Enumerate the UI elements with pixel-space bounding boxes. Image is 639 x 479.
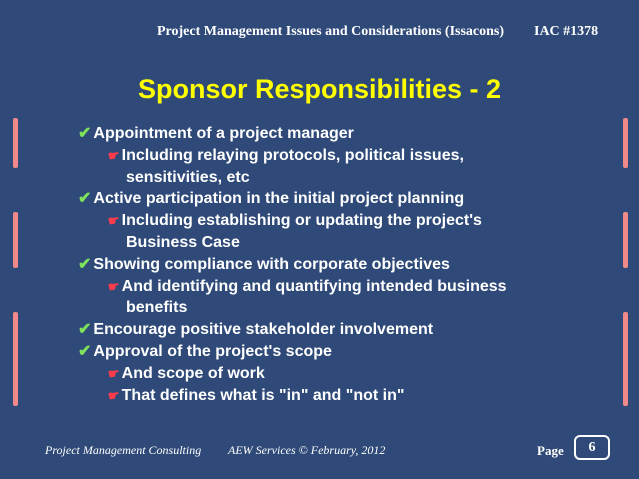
left-decor-bar-mid	[13, 212, 18, 268]
left-decor-bar-top	[13, 118, 18, 168]
bullet-text: That defines what is "in" and "not in"	[121, 386, 405, 404]
footer-company: Project Management Consulting	[45, 443, 202, 457]
pointing-hand-icon: ☛	[106, 386, 121, 404]
check-icon: ✔	[78, 255, 92, 273]
right-decor-bar-top	[623, 118, 628, 168]
page-number: 6	[574, 435, 610, 460]
pointing-hand-icon: ☛	[106, 147, 121, 164]
bullet-item	[78, 188, 578, 210]
bullet-item	[78, 341, 578, 363]
bullet-continuation: Business Case	[126, 233, 240, 251]
bullet-item	[78, 254, 578, 276]
right-decor-bar-bottom	[623, 312, 628, 406]
bullet-continuation: sensitivities, etc	[126, 168, 250, 186]
slide-title: Sponsor Responsibilities - 2	[137, 74, 502, 104]
pointing-hand-icon: ☛	[106, 212, 121, 229]
bullet-text: Showing compliance with corporate objectives	[93, 255, 450, 273]
check-icon: ✔	[78, 125, 92, 142]
sub-bullet-item	[78, 363, 578, 385]
pointing-hand-icon: ☛	[106, 277, 121, 295]
header-id: IAC #1378	[534, 24, 599, 39]
bullet-text: Active participation in the initial project planning	[93, 190, 465, 208]
footer-page-label: Page	[537, 443, 564, 458]
footer-copyright: AEW Services © February, 2012	[228, 443, 386, 457]
sub-bullet-item	[78, 276, 578, 298]
bullet-text: Approval of the project's scope	[93, 342, 332, 360]
bullet-text: Including relaying protocols, political issues,	[121, 146, 464, 164]
bullet-item	[78, 123, 578, 145]
bullet-item	[78, 319, 578, 341]
right-decor-bar-mid	[623, 212, 628, 268]
bullet-continuation: benefits	[126, 299, 188, 317]
bullet-text: Encourage positive stakeholder involvement	[93, 321, 434, 339]
left-decor-bar-bottom	[13, 312, 18, 406]
bullet-text: Including establishing or updating the project's	[121, 212, 482, 230]
pointing-hand-icon: ☛	[106, 365, 121, 382]
header-title: Project Management Issues and Considerations (Issacons)	[157, 24, 505, 39]
sub-bullet-item	[78, 210, 578, 232]
check-icon: ✔	[78, 190, 92, 208]
bullet-text: And scope of work	[121, 364, 265, 382]
bullet-text: Appointment of a project manager	[93, 125, 354, 142]
sub-bullet-item	[78, 145, 578, 167]
sub-bullet-item	[78, 385, 578, 407]
check-icon: ✔	[78, 342, 92, 360]
bullet-list	[78, 123, 578, 406]
check-icon: ✔	[78, 321, 92, 339]
bullet-text: And identifying and quantifying intended business	[121, 277, 507, 295]
